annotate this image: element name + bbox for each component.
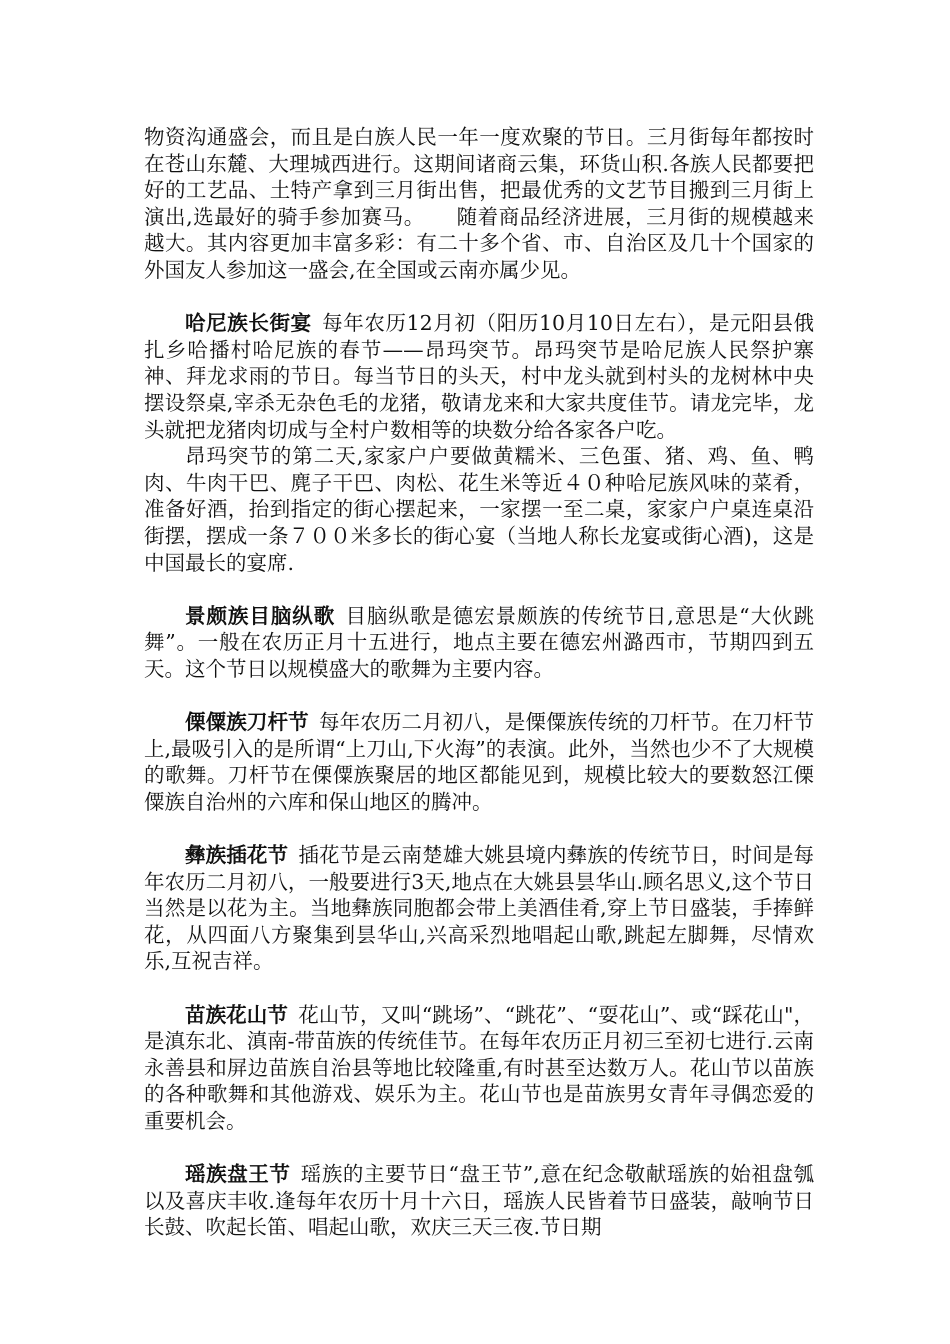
- paragraph-lisu-daoganjie: [144, 709, 814, 815]
- section-heading: 瑶族盘王节: [185, 1162, 291, 1187]
- paragraph-yao-panwangjie: [144, 1161, 814, 1241]
- section-heading: 彝族插花节: [185, 843, 289, 868]
- paragraph-text: 每年农历二月初八，是傈僳族传统的刀杆节。在刀杆节上,最吸引入的是所谓“上刀山,下火海”的表演。此外，当然也少不了大规模的歌舞。刀杆节在傈僳族聚居的地区都能见到，规模比较大的要数怒江傈僳族自治州的六库和保山地区的腾冲。: [144, 710, 815, 814]
- paragraph-sanyuejie: [144, 124, 814, 284]
- section-heading: 苗族花山节: [185, 1002, 288, 1027]
- paragraph-text: 物资沟通盛会，而且是白族人民一年一度欢聚的节日。三月街每年都按时在苍山东麓、大理城西进行。这期间诸商云集，环货山积.各族人民都要把好的工艺品、土特产拿到三月街出售，把最优秀的文艺节目搬到三月街上演出,选最好的骑手参加赛马。 随着商品经济进展，三月街的规模越来越大。其内容更加丰富多彩：有二十多个省、市、自治区及几十个国家的外国友人参加这一盛会,在全国或云南亦属少见。: [144, 125, 814, 282]
- paragraph-angmatu-second-day: [144, 443, 814, 576]
- paragraph-yi-chahuajie: [144, 842, 814, 975]
- paragraph-text: 插花节是云南楚雄大姚县境内彝族的传统节日，时间是每年农历二月初八，一般要进行3天,地点在大姚县昙华山.顾名思义,这个节日当然是以花为主。当地彝族同胞都会带上美酒佳肴,穿上节日盛装，手捧鲜花，从四面八方聚集到昙华山,兴高采烈地唱起山歌,跳起左脚舞，尽情欢乐,互祝吉祥。: [144, 843, 815, 974]
- paragraph-text: 昂玛突节的第二天,家家户户要做黄糯米、三色蛋、猪、鸡、鱼、鸭肉、牛肉干巴、麂子干巴、肉松、花生米等近４０种哈尼族风味的菜肴，准备好酒，抬到指定的街心摆起来，一家摆一至二桌，家家户户桌连桌沿街摆，摆成一条７００米多长的街心宴（当地人称长龙宴或街心酒)，这是中国最长的宴席.: [144, 444, 814, 575]
- section-heading: 傈僳族刀杆节: [185, 710, 309, 735]
- paragraph-text: 目脑纵歌是德宏景颇族的传统节日,意思是“大伙跳舞”。一般在农历正月十五进行，地点主要在德宏州潞西市，节期四到五天。这个节日以规模盛大的歌舞为主要内容。: [144, 603, 815, 681]
- section-heading: 哈尼族长街宴: [185, 311, 312, 336]
- paragraph-jingpo-munaozongge: [144, 603, 814, 683]
- section-heading: 景颇族目脑纵歌: [185, 603, 336, 628]
- document-page: [144, 124, 814, 1241]
- paragraph-hani-changjieyan: [144, 310, 814, 443]
- paragraph-text: 瑶族的主要节日“盘王节”,意在纪念敬献瑶族的始祖盘瓠以及喜庆丰收.逢每年农历十月十六日，瑶族人民皆着节日盛装，敲响节日长鼓、吹起长笛、唱起山歌，欢庆三天三夜.节日期: [144, 1162, 814, 1240]
- paragraph-text: 花山节，又叫“跳场”、“跳花”、“耍花山”、或“踩花山"，是滇东北、滇南-带苗族的传统佳节。在每年农历正月初三至初七进行.云南永善县和屏边苗族自治县等地比较隆重,有时甚至达数万人。花山节以苗族的各种歌舞和其他游戏、娱乐为主。花山节也是苗族男女青年寻偶恋爱的重要机会。: [144, 1002, 814, 1133]
- paragraph-miao-huashanjie: [144, 1002, 814, 1135]
- paragraph-text: 每年农历12月初（阳历10月10日左右），是元阳县俄扎乡哈播村哈尼族的春节——昂玛突节。昂玛突节是哈尼族人民祭护寨神、拜龙求雨的节日。每当节日的头天，村中龙头就到村头的龙树林中央摆设祭桌,宰杀无杂色毛的龙猪，敬请龙来和大家共度佳节。请龙完毕，龙头就把龙猪肉切成与全村户数相等的块数分给各家各户吃。: [144, 311, 815, 442]
